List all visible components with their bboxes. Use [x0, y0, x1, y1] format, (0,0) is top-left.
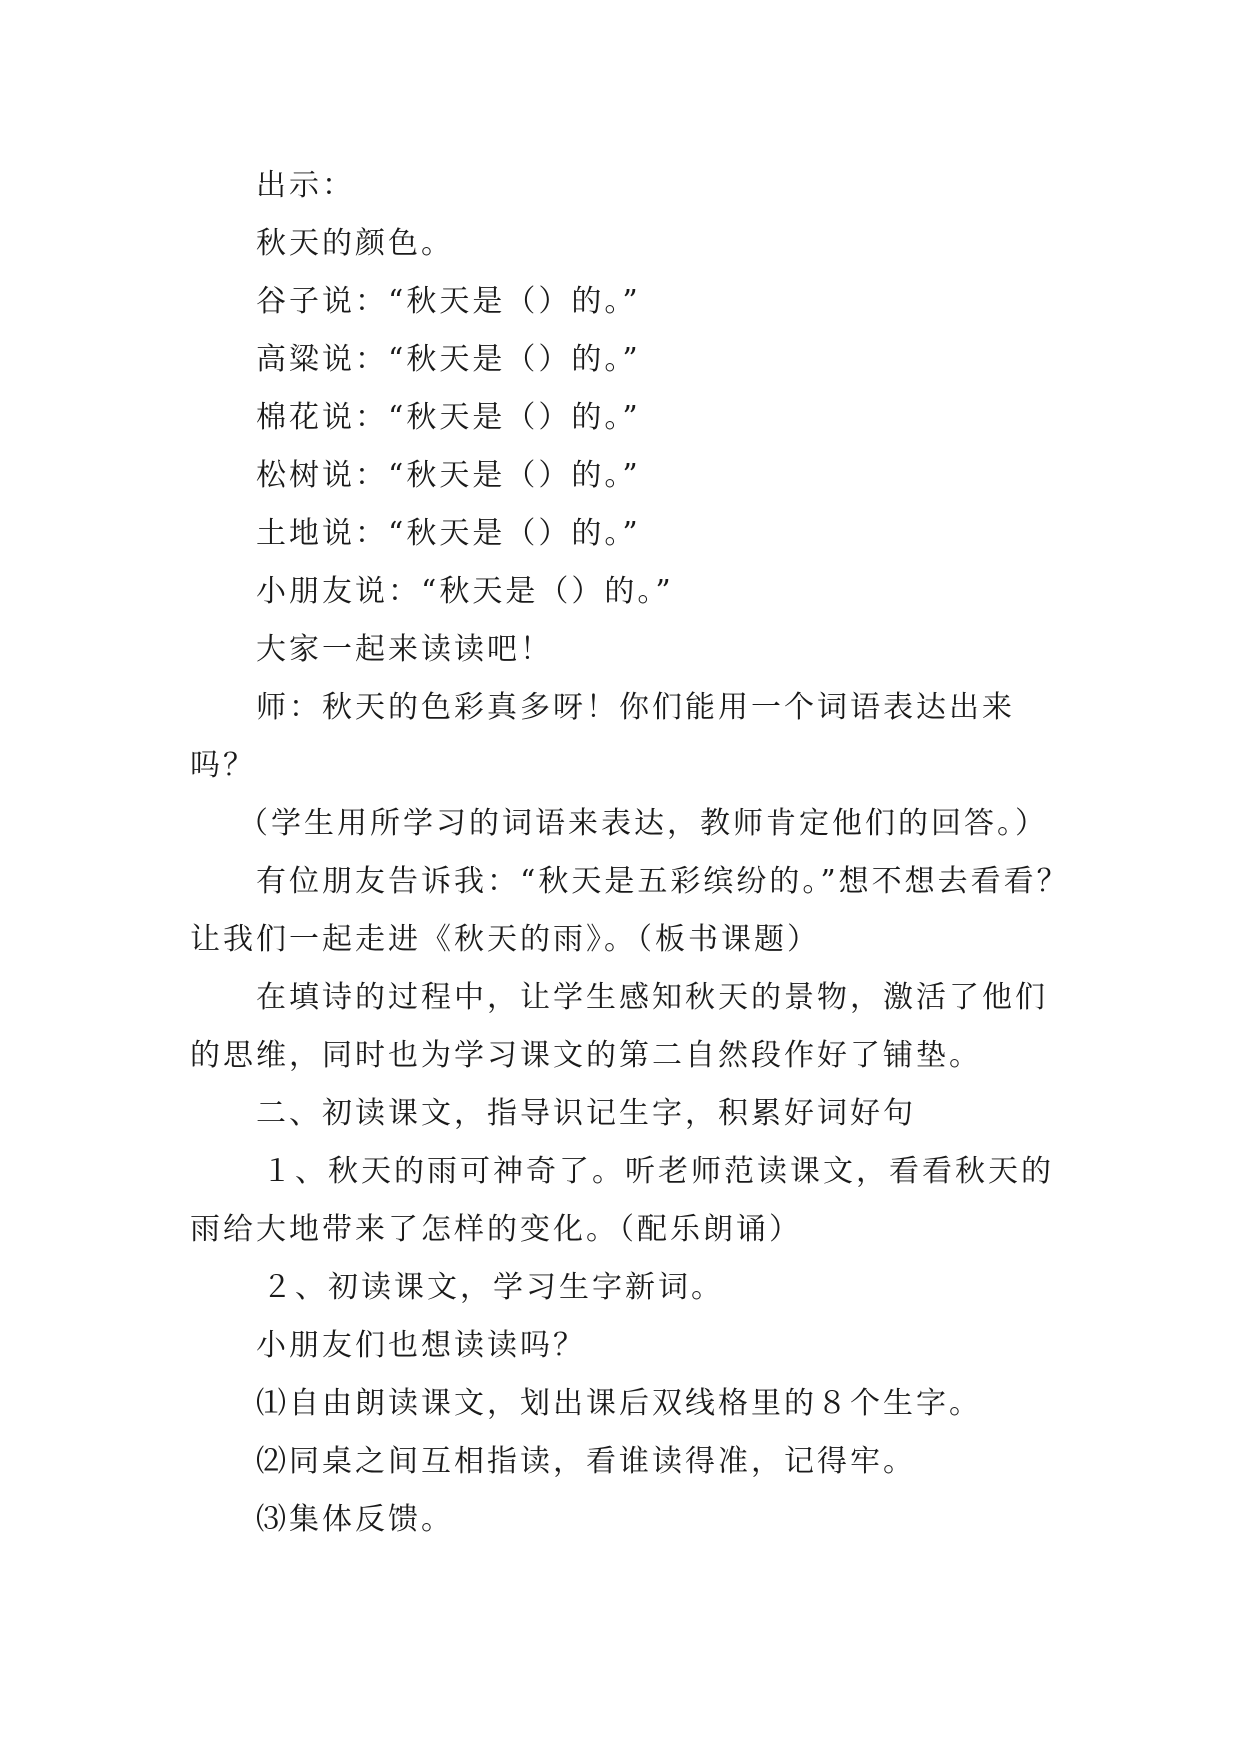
text-line: 高粱说：“秋天是（）的。”	[256, 342, 641, 377]
paragraph-poem	[190, 969, 1070, 1085]
text-line: 吗？	[190, 748, 256, 783]
document-body	[190, 157, 1070, 1549]
task-item: ⑵同桌之间互相指读，看谁读得准，记得牢。	[256, 1444, 916, 1479]
text-line: 小朋友说：“秋天是（）的。”	[256, 574, 674, 609]
text-line: 有位朋友告诉我：“秋天是五彩缤纷的。”想不想去看看？	[256, 864, 1070, 899]
text-line: 松树说：“秋天是（）的。”	[256, 458, 641, 493]
task-item: ⑴自由朗读课文，划出课后双线格里的８个生字。	[256, 1386, 982, 1421]
step-2: ２、初读课文，学习生字新词。	[262, 1270, 724, 1305]
paragraph-friend	[190, 853, 1070, 969]
text-line: １、秋天的雨可神奇了。听老师范读课文，看看秋天的	[262, 1154, 1054, 1189]
paragraph-student-note: （学生用所学习的词语来表达，教师肯定他们的回答。）	[238, 806, 1048, 841]
text-line: 出示：	[256, 168, 355, 203]
text-line: 谷子说：“秋天是（）的。”	[256, 284, 641, 319]
text-line: 秋天的颜色。	[256, 226, 454, 261]
text-line: 大家一起来读读吧！	[256, 632, 553, 667]
text-line: 的思维，同时也为学习课文的第二自然段作好了铺垫。	[190, 1038, 982, 1073]
text-line: 土地说：“秋天是（）的。”	[256, 516, 641, 551]
text-line: 雨给大地带来了怎样的变化。（配乐朗诵）	[190, 1212, 802, 1247]
question-line: 小朋友们也想读读吗？	[256, 1328, 586, 1363]
text-line: 在填诗的过程中，让学生感知秋天的景物，激活了他们	[256, 980, 1048, 1015]
text-line: 师：秋天的色彩真多呀！你们能用一个词语表达出来	[256, 690, 1015, 725]
text-line: 棉花说：“秋天是（）的。”	[256, 400, 641, 435]
paragraph-teacher	[190, 679, 1070, 795]
section-heading: 二、初读课文，指导识记生字，积累好词好句	[256, 1096, 916, 1131]
text-line: 让我们一起走进《秋天的雨》。（板书课题）	[190, 922, 820, 957]
task-item: ⑶集体反馈。	[256, 1502, 454, 1537]
step-1	[190, 1143, 1070, 1259]
